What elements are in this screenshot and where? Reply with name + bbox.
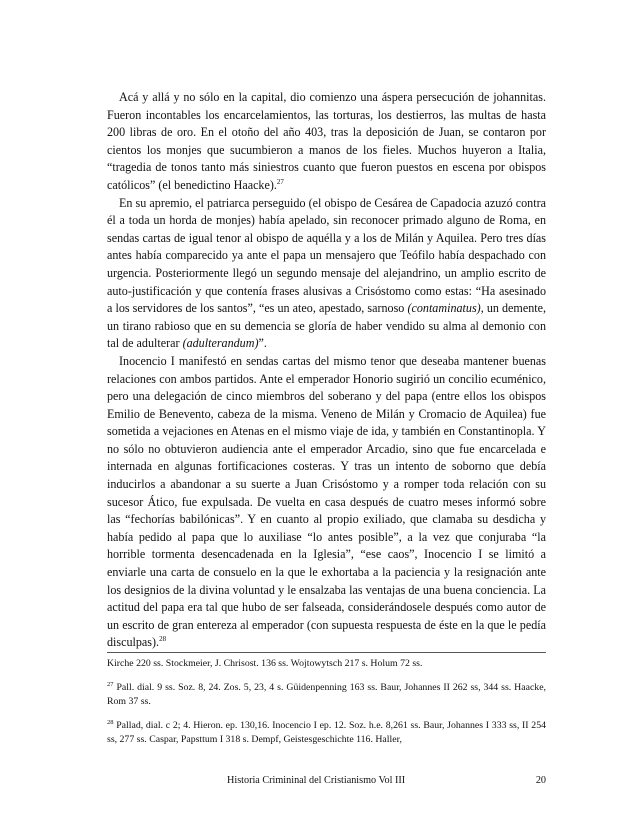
footnote-ref-27: 27 (276, 177, 284, 186)
body-text (107, 89, 546, 652)
paragraph-3 (107, 353, 546, 652)
footnote-27-text: Pall. dial. 9 ss. Soz. 8, 24. Zos. 5, 23, 4 s. Güidenpenning 163 ss. Baur, Johannes II 262 ss, 344 ss. Haacke, Rom 37 ss. (107, 682, 546, 707)
paragraph-1 (107, 89, 546, 195)
page-number: 20 (535, 775, 546, 786)
paragraph-1-text: Acá y allá y no sólo en la capital, dio comienzo una áspera persecución de johannitas. Fueron incontables los encarcelamientos, las torturas, los destierros, las multas de hasta 200 libras de oro. En el otoño del año 403, tras la deposición de Juan, se contaron por cientos los monjes que sucumbieron a manos de los fieles. Muchos huyeron a Italia, “tragedia de tonos tanto más siniestros cuanto que fueron puestos en escena por obispos católicos” (el benedictino Haacke). (107, 90, 546, 192)
paragraph-2-italic-1: (contaminatus) (407, 301, 481, 316)
footnote-continuation: Kirche 220 ss. Stockmeier, J. Chrisost. 136 ss. Wojtowytsch 217 s. Holum 72 ss. (107, 658, 423, 669)
footnote-27 (107, 681, 546, 709)
paragraph-2 (107, 195, 546, 353)
paragraph-2-text-1: En su apremio, el patriarca perseguido (el obispo de Cesárea de Capadocia azuzó contra él a toda un horda de monjes) había apelado, sin reconocer primado alguno de Roma, en sendas cartas de igual tenor al obispo de aquélla y a los de Milán y Aquilea. Pero tres días antes había comparecido ya ante el papa un mensajero que Teófilo había despachado con urgencia. Posteriormente llegó un segundo mensaje del alejandrino, un amplio escrito de auto-justificación y que contenía frases alusivas a Crisóstomo como estas: “Ha asesinado a los servidores de los santos”, “es un ateo, apestado, sarnoso (107, 195, 546, 316)
footnote-28 (107, 719, 546, 747)
footnote-27-number: 27 (107, 681, 114, 688)
footnote-ref-28: 28 (159, 635, 167, 644)
paragraph-2-italic-2: (adulterandum) (182, 336, 259, 351)
footnote-divider (107, 652, 546, 653)
footnote-28-text: Pallad, dial. c 2; 4. Hieron. ep. 130,16. Inocencio I ep. 12. Soz. h.e. 8,261 ss. Baur, Johannes I 333 ss, II 254 ss, 277 ss. Caspar, Papsttum I 318 s. Dempf, Geistesgeschichte 116. Haller, (107, 720, 546, 745)
footnotes (107, 657, 546, 757)
paragraph-2-text-3: ”. (258, 336, 267, 351)
paragraph-2-text-2: , un demente, un tirano rabioso que en su demencia se gloría de haber vendido su alma al demonio con tal de adulterar (107, 301, 546, 351)
footnote-28-number: 28 (107, 719, 114, 726)
footer-title: Historia Crimininal del Cristianismo Vol III (227, 775, 406, 786)
paragraph-3-text: Inocencio I manifestó en sendas cartas del mismo tenor que deseaba mantener buenas relaciones con ambos partidos. Ante el emperador Honorio sugirió un concilio ecuménico, pero una delegación de cinco miembros del soberano y del papa (entre ellos los obispos Emilio de Benevento, cabeza de la misma. Veneno de Milán y Cromacio de Aquilea) fue sometida a vejaciones en Atenas en el mismo viaje de ida, y también en Constantinopla. Y no sólo no obtuvieron audiencia ante el emperador Arcadio, sino que fue encarcelada e internada en algunas fortificaciones costeras. Y tras un intento de soborno que debía inducirlos a abandonar a su suerte a Juan Crisóstomo y a romper toda relación con su sucesor Ático, fue expulsada. De vuelta en casa después de cuatro meses informó sobre las “fechorías babilónicas”. Y en cuanto al propio exiliado, que clamaba su desdicha y había pedido al papa que lo auxiliase “lo antes posible”, a la vez que conjuraba “la horrible tormenta desencadenada en la Iglesia”, “ese caos”, Inocencio I se limitó a enviarle una carta de consuelo en la que le exhortaba a la paciencia y la resignación ante los designios de la divina voluntad y le ensalzaba las ventajas de una buena conciencia. La actitud del papa era tal que hubo de ser falseada, considerándosele después como autor de un escrito de gran entereza al emperador (con supuesta respuesta de éste en la que le pedía disculpas). (107, 353, 546, 650)
